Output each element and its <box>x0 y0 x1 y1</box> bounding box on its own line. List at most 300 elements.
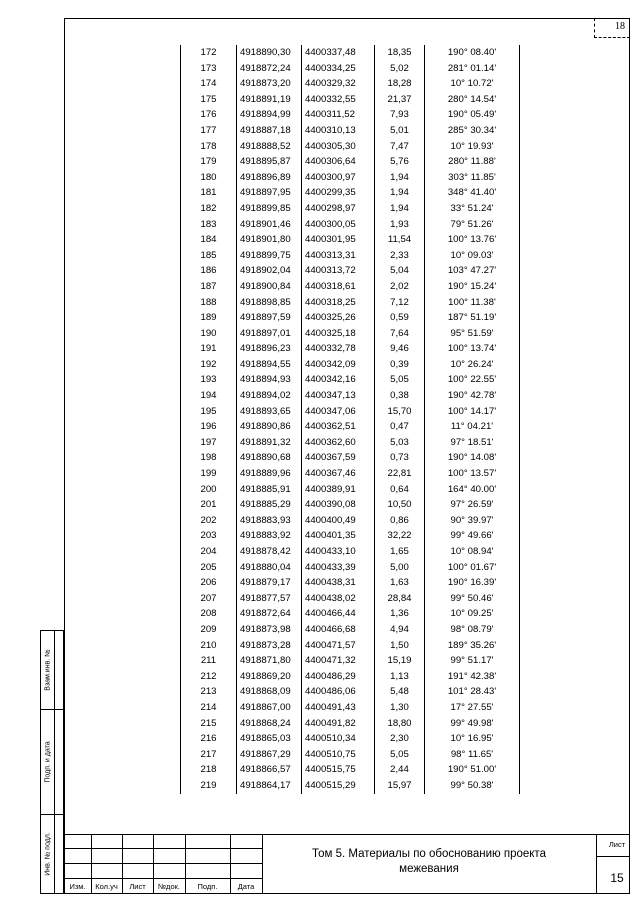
segment-length: 2,02 <box>374 279 424 295</box>
segment-length: 9,46 <box>374 341 424 357</box>
coord-x: 4918873,98 <box>236 622 301 638</box>
coord-y: 4400298,97 <box>301 201 374 217</box>
point-number: 200 <box>180 482 236 498</box>
coord-y: 4400301,95 <box>301 232 374 248</box>
coord-x: 4918891,19 <box>236 92 301 108</box>
segment-length: 11,54 <box>374 232 424 248</box>
coord-y: 4400491,82 <box>301 716 374 732</box>
point-number: 181 <box>180 185 236 201</box>
direction-angle: 189° 35.26' <box>424 638 520 654</box>
coord-y: 4400367,59 <box>301 450 374 466</box>
coord-y: 4400332,55 <box>301 92 374 108</box>
coord-y: 4400318,61 <box>301 279 374 295</box>
coord-x: 4918868,24 <box>236 716 301 732</box>
label-kol-uch: Кол.уч <box>95 882 118 891</box>
table-row <box>180 61 520 77</box>
point-number: 182 <box>180 201 236 217</box>
coord-x: 4918869,20 <box>236 669 301 685</box>
direction-angle: 97° 18.51' <box>424 435 520 451</box>
segment-length: 1,13 <box>374 669 424 685</box>
table-row <box>180 201 520 217</box>
direction-angle: 99° 51.17' <box>424 653 520 669</box>
segment-length: 18,35 <box>374 45 424 61</box>
coord-x: 4918902,04 <box>236 263 301 279</box>
stamp-podp-data-label: Подп. и дата <box>44 741 52 783</box>
coord-x: 4918890,86 <box>236 419 301 435</box>
coord-x: 4918896,23 <box>236 341 301 357</box>
coord-y: 4400342,09 <box>301 357 374 373</box>
direction-angle: 98° 11.65' <box>424 747 520 763</box>
direction-angle: 10° 19.93' <box>424 139 520 155</box>
table-row <box>180 388 520 404</box>
direction-angle: 190° 51.00' <box>424 762 520 778</box>
coord-y: 4400466,68 <box>301 622 374 638</box>
coord-y: 4400390,08 <box>301 497 374 513</box>
segment-length: 5,00 <box>374 560 424 576</box>
segment-length: 7,12 <box>374 295 424 311</box>
table-row <box>180 684 520 700</box>
coord-y: 4400305,30 <box>301 139 374 155</box>
document-title-line1: Том 5. Материалы по обоснованию проекта <box>312 848 546 860</box>
direction-angle: 100° 01.67' <box>424 560 520 576</box>
point-number: 206 <box>180 575 236 591</box>
direction-angle: 100° 13.57' <box>424 466 520 482</box>
coord-y: 4400332,78 <box>301 341 374 357</box>
coord-y: 4400347,06 <box>301 404 374 420</box>
direction-angle: 285° 30.34' <box>424 123 520 139</box>
coord-y: 4400311,52 <box>301 107 374 123</box>
coord-x: 4918890,30 <box>236 45 301 61</box>
point-number: 195 <box>180 404 236 420</box>
coord-y: 4400342,16 <box>301 372 374 388</box>
coord-x: 4918894,93 <box>236 372 301 388</box>
point-number: 208 <box>180 606 236 622</box>
direction-angle: 101° 28.43' <box>424 684 520 700</box>
direction-angle: 79° 51.26' <box>424 217 520 233</box>
direction-angle: 99° 49.66' <box>424 528 520 544</box>
direction-angle: 280° 11.88' <box>424 154 520 170</box>
segment-length: 1,94 <box>374 170 424 186</box>
coord-y: 4400515,75 <box>301 762 374 778</box>
direction-angle: 103° 47.27' <box>424 263 520 279</box>
point-number: 203 <box>180 528 236 544</box>
point-number: 214 <box>180 700 236 716</box>
point-number: 194 <box>180 388 236 404</box>
table-row <box>180 450 520 466</box>
table-row <box>180 591 520 607</box>
coord-x: 4918871,80 <box>236 653 301 669</box>
coord-x: 4918900,84 <box>236 279 301 295</box>
coord-y: 4400300,97 <box>301 170 374 186</box>
coord-y: 4400438,31 <box>301 575 374 591</box>
point-number: 213 <box>180 684 236 700</box>
segment-length: 5,05 <box>374 372 424 388</box>
table-row <box>180 466 520 482</box>
coord-x: 4918867,29 <box>236 747 301 763</box>
segment-length: 15,19 <box>374 653 424 669</box>
table-row <box>180 170 520 186</box>
coord-y: 4400433,39 <box>301 560 374 576</box>
point-number: 183 <box>180 217 236 233</box>
label-list: Лист <box>129 882 146 891</box>
point-number: 180 <box>180 170 236 186</box>
table-row <box>180 248 520 264</box>
segment-length: 0,73 <box>374 450 424 466</box>
segment-length: 7,93 <box>374 107 424 123</box>
coord-x: 4918897,59 <box>236 310 301 326</box>
point-number: 201 <box>180 497 236 513</box>
point-number: 218 <box>180 762 236 778</box>
coord-x: 4918896,89 <box>236 170 301 186</box>
point-number: 212 <box>180 669 236 685</box>
direction-angle: 17° 27.55' <box>424 700 520 716</box>
segment-length: 18,28 <box>374 76 424 92</box>
coord-y: 4400367,46 <box>301 466 374 482</box>
table-row <box>180 669 520 685</box>
stamp-vzam-inv <box>40 630 64 710</box>
point-number: 198 <box>180 450 236 466</box>
table-row <box>180 606 520 622</box>
direction-angle: 99° 50.38' <box>424 778 520 794</box>
direction-angle: 191° 42.38' <box>424 669 520 685</box>
point-number: 178 <box>180 139 236 155</box>
table-row <box>180 513 520 529</box>
point-number: 204 <box>180 544 236 560</box>
table-row <box>180 747 520 763</box>
table-row <box>180 357 520 373</box>
table-row <box>180 92 520 108</box>
segment-length: 1,36 <box>374 606 424 622</box>
table-row <box>180 185 520 201</box>
point-number: 215 <box>180 716 236 732</box>
table-row <box>180 279 520 295</box>
segment-length: 18,80 <box>374 716 424 732</box>
segment-length: 5,03 <box>374 435 424 451</box>
segment-length: 5,48 <box>374 684 424 700</box>
table-row <box>180 716 520 732</box>
coord-y: 4400362,51 <box>301 419 374 435</box>
point-number: 211 <box>180 653 236 669</box>
direction-angle: 190° 08.40' <box>424 45 520 61</box>
table-row <box>180 154 520 170</box>
direction-angle: 280° 14.54' <box>424 92 520 108</box>
point-number: 189 <box>180 310 236 326</box>
segment-length: 1,94 <box>374 201 424 217</box>
coord-y: 4400400,49 <box>301 513 374 529</box>
document-title <box>264 847 594 877</box>
table-row <box>180 310 520 326</box>
segment-length: 4,94 <box>374 622 424 638</box>
coord-y: 4400471,57 <box>301 638 374 654</box>
coord-y: 4400466,44 <box>301 606 374 622</box>
segment-length: 2,30 <box>374 731 424 747</box>
direction-angle: 348° 41.40' <box>424 185 520 201</box>
point-number: 192 <box>180 357 236 373</box>
coord-y: 4400401,35 <box>301 528 374 544</box>
coord-y: 4400471,32 <box>301 653 374 669</box>
direction-angle: 98° 08.79' <box>424 622 520 638</box>
coord-y: 4400515,29 <box>301 778 374 794</box>
coord-y: 4400347,13 <box>301 388 374 404</box>
coord-y: 4400433,10 <box>301 544 374 560</box>
direction-angle: 190° 42.78' <box>424 388 520 404</box>
direction-angle: 97° 26.59' <box>424 497 520 513</box>
label-ndok: №док. <box>158 882 180 891</box>
coord-x: 4918868,09 <box>236 684 301 700</box>
coord-x: 4918894,99 <box>236 107 301 123</box>
page-number: 18 <box>594 18 630 38</box>
point-number: 217 <box>180 747 236 763</box>
segment-length: 32,22 <box>374 528 424 544</box>
coord-y: 4400510,34 <box>301 731 374 747</box>
stamp-podp-data <box>40 709 64 815</box>
table-row <box>180 638 520 654</box>
point-number: 190 <box>180 326 236 342</box>
direction-angle: 100° 13.76' <box>424 232 520 248</box>
coord-x: 4918877,57 <box>236 591 301 607</box>
point-number: 179 <box>180 154 236 170</box>
point-number: 175 <box>180 92 236 108</box>
coord-y: 4400510,75 <box>301 747 374 763</box>
segment-length: 15,97 <box>374 778 424 794</box>
segment-length: 1,93 <box>374 217 424 233</box>
coord-x: 4918899,85 <box>236 201 301 217</box>
coord-x: 4918901,46 <box>236 217 301 233</box>
point-number: 187 <box>180 279 236 295</box>
table-row <box>180 217 520 233</box>
segment-length: 1,30 <box>374 700 424 716</box>
coord-y: 4400300,05 <box>301 217 374 233</box>
coord-y: 4400334,25 <box>301 61 374 77</box>
direction-angle: 10° 10.72' <box>424 76 520 92</box>
segment-length: 22,81 <box>374 466 424 482</box>
direction-angle: 10° 26.24' <box>424 357 520 373</box>
direction-angle: 190° 05.49' <box>424 107 520 123</box>
table-row <box>180 107 520 123</box>
coord-y: 4400318,25 <box>301 295 374 311</box>
direction-angle: 95° 51.59' <box>424 326 520 342</box>
table-row <box>180 622 520 638</box>
point-number: 188 <box>180 295 236 311</box>
segment-length: 21,37 <box>374 92 424 108</box>
point-number: 210 <box>180 638 236 654</box>
direction-angle: 164° 40.00' <box>424 482 520 498</box>
coordinates-table <box>180 45 520 794</box>
coord-y: 4400329,32 <box>301 76 374 92</box>
coord-y: 4400362,60 <box>301 435 374 451</box>
title-block <box>64 834 630 894</box>
direction-angle: 190° 14.08' <box>424 450 520 466</box>
point-number: 176 <box>180 107 236 123</box>
segment-length: 5,76 <box>374 154 424 170</box>
point-number: 172 <box>180 45 236 61</box>
table-row <box>180 700 520 716</box>
coord-x: 4918897,01 <box>236 326 301 342</box>
point-number: 199 <box>180 466 236 482</box>
point-number: 184 <box>180 232 236 248</box>
direction-angle: 100° 11.38' <box>424 295 520 311</box>
segment-length: 15,70 <box>374 404 424 420</box>
point-number: 205 <box>180 560 236 576</box>
direction-angle: 100° 14.17' <box>424 404 520 420</box>
coord-y: 4400313,72 <box>301 263 374 279</box>
coord-x: 4918885,29 <box>236 497 301 513</box>
coord-x: 4918889,96 <box>236 466 301 482</box>
table-row <box>180 139 520 155</box>
segment-length: 0,39 <box>374 357 424 373</box>
segment-length: 0,64 <box>374 482 424 498</box>
table-row <box>180 45 520 61</box>
table-row <box>180 778 520 794</box>
table-row <box>180 435 520 451</box>
coord-x: 4918895,87 <box>236 154 301 170</box>
segment-length: 1,65 <box>374 544 424 560</box>
coord-x: 4918894,02 <box>236 388 301 404</box>
direction-angle: 10° 08.94' <box>424 544 520 560</box>
table-row <box>180 482 520 498</box>
document-title-line2: межевания <box>399 863 459 875</box>
direction-angle: 10° 09.25' <box>424 606 520 622</box>
coord-x: 4918864,17 <box>236 778 301 794</box>
table-row <box>180 263 520 279</box>
point-number: 196 <box>180 419 236 435</box>
coord-y: 4400491,43 <box>301 700 374 716</box>
coord-y: 4400486,29 <box>301 669 374 685</box>
coord-x: 4918897,95 <box>236 185 301 201</box>
coord-x: 4918894,55 <box>236 357 301 373</box>
table-row <box>180 762 520 778</box>
table-row <box>180 575 520 591</box>
segment-length: 5,01 <box>374 123 424 139</box>
table-row <box>180 653 520 669</box>
coord-x: 4918872,24 <box>236 61 301 77</box>
sheet-label: Лист <box>608 840 626 849</box>
coord-y: 4400337,48 <box>301 45 374 61</box>
sheet-number: 15 <box>610 871 624 885</box>
direction-angle: 303° 11.85' <box>424 170 520 186</box>
coord-x: 4918873,20 <box>236 76 301 92</box>
segment-length: 7,64 <box>374 326 424 342</box>
point-number: 173 <box>180 61 236 77</box>
label-podp: Подп. <box>197 882 218 891</box>
segment-length: 10,50 <box>374 497 424 513</box>
point-number: 186 <box>180 263 236 279</box>
coord-y: 4400299,35 <box>301 185 374 201</box>
coord-x: 4918890,68 <box>236 450 301 466</box>
table-row <box>180 372 520 388</box>
coord-y: 4400313,31 <box>301 248 374 264</box>
table-row <box>180 123 520 139</box>
table-row <box>180 544 520 560</box>
segment-length: 7,47 <box>374 139 424 155</box>
segment-length: 0,47 <box>374 419 424 435</box>
direction-angle: 10° 09.03' <box>424 248 520 264</box>
direction-angle: 100° 22.55' <box>424 372 520 388</box>
coord-x: 4918878,42 <box>236 544 301 560</box>
point-number: 193 <box>180 372 236 388</box>
coord-y: 4400438,02 <box>301 591 374 607</box>
coord-x: 4918901,80 <box>236 232 301 248</box>
coord-x: 4918883,92 <box>236 528 301 544</box>
direction-angle: 90° 39.97' <box>424 513 520 529</box>
segment-length: 5,04 <box>374 263 424 279</box>
point-number: 202 <box>180 513 236 529</box>
coord-y: 4400306,64 <box>301 154 374 170</box>
coord-x: 4918888,52 <box>236 139 301 155</box>
segment-length: 1,50 <box>374 638 424 654</box>
coord-x: 4918873,28 <box>236 638 301 654</box>
coord-x: 4918893,65 <box>236 404 301 420</box>
direction-angle: 10° 16.95' <box>424 731 520 747</box>
coord-x: 4918872,64 <box>236 606 301 622</box>
point-number: 216 <box>180 731 236 747</box>
direction-angle: 100° 13.74' <box>424 341 520 357</box>
table-row <box>180 731 520 747</box>
point-number: 219 <box>180 778 236 794</box>
segment-length: 0,86 <box>374 513 424 529</box>
table-row <box>180 326 520 342</box>
segment-length: 1,94 <box>374 185 424 201</box>
label-izm: Изм. <box>69 882 86 891</box>
direction-angle: 190° 16.39' <box>424 575 520 591</box>
coord-y: 4400389,91 <box>301 482 374 498</box>
point-number: 209 <box>180 622 236 638</box>
coord-x: 4918898,85 <box>236 295 301 311</box>
coord-x: 4918883,93 <box>236 513 301 529</box>
coord-y: 4400325,26 <box>301 310 374 326</box>
direction-angle: 281° 01.14' <box>424 61 520 77</box>
table-row <box>180 76 520 92</box>
coord-y: 4400325,18 <box>301 326 374 342</box>
coord-x: 4918891,32 <box>236 435 301 451</box>
coord-x: 4918865,03 <box>236 731 301 747</box>
point-number: 207 <box>180 591 236 607</box>
point-number: 185 <box>180 248 236 264</box>
table-row <box>180 341 520 357</box>
segment-length: 5,05 <box>374 747 424 763</box>
label-data: Дата <box>237 882 255 891</box>
table-row <box>180 560 520 576</box>
segment-length: 1,63 <box>374 575 424 591</box>
segment-length: 0,38 <box>374 388 424 404</box>
direction-angle: 99° 49.98' <box>424 716 520 732</box>
direction-angle: 33° 51.24' <box>424 201 520 217</box>
stamp-inv-podl <box>40 814 64 894</box>
coord-x: 4918887,18 <box>236 123 301 139</box>
segment-length: 0,59 <box>374 310 424 326</box>
side-stamp <box>40 630 64 894</box>
coord-x: 4918885,91 <box>236 482 301 498</box>
table-row <box>180 497 520 513</box>
coord-x: 4918866,57 <box>236 762 301 778</box>
segment-length: 2,44 <box>374 762 424 778</box>
coord-x: 4918867,00 <box>236 700 301 716</box>
stamp-inv-podl-label: Инв. № подл. <box>44 832 52 876</box>
coord-y: 4400310,13 <box>301 123 374 139</box>
coord-x: 4918880,04 <box>236 560 301 576</box>
coord-y: 4400486,06 <box>301 684 374 700</box>
segment-length: 28,84 <box>374 591 424 607</box>
table-row <box>180 404 520 420</box>
direction-angle: 187° 51.19' <box>424 310 520 326</box>
table-row <box>180 295 520 311</box>
direction-angle: 190° 15.24' <box>424 279 520 295</box>
point-number: 191 <box>180 341 236 357</box>
coord-x: 4918899,75 <box>236 248 301 264</box>
stamp-vzam-inv-label: Взам.инв. № <box>44 649 52 691</box>
direction-angle: 11° 04.21' <box>424 419 520 435</box>
point-number: 174 <box>180 76 236 92</box>
